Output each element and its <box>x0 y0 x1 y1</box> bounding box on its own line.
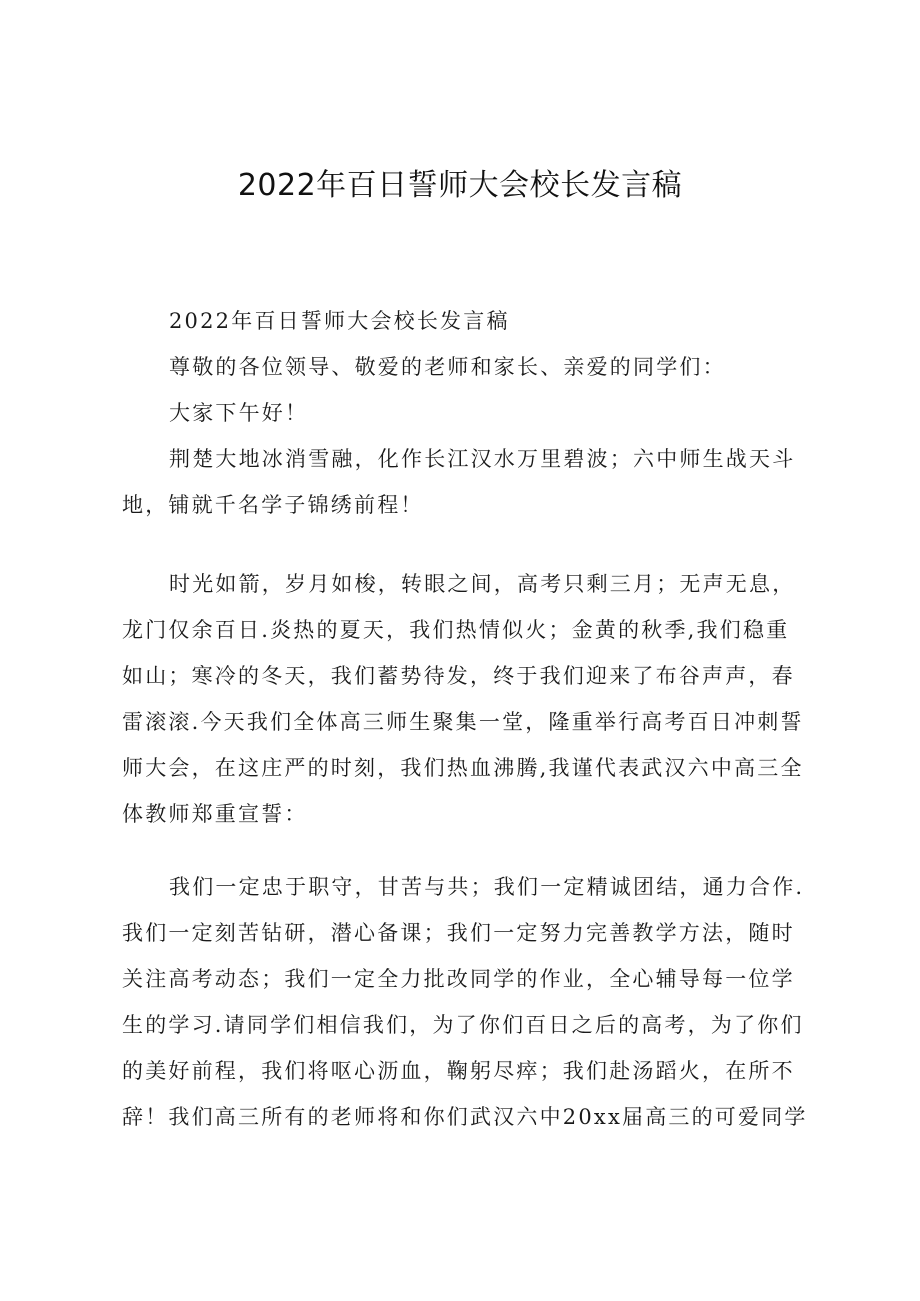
paragraph-line: 生的学习.请同学们相信我们，为了你们百日之后的高考，为了你们 <box>122 1013 804 1037</box>
paragraph-line: 师大会，在这庄严的时刻，我们热血沸腾,我谨代表武汉六中高三全 <box>122 756 804 780</box>
subtitle-line: 2022年百日誓师大会校长发言稿 <box>169 309 510 333</box>
paragraph-line: 地，铺就千名学子锦绣前程！ <box>122 493 424 517</box>
paragraph-line: 辞！我们高三所有的老师将和你们武汉六中20xx届高三的可爱同学 <box>122 1105 808 1129</box>
greeting-line: 尊敬的各位领导、敬爱的老师和家长、亲爱的同学们： <box>169 355 726 379</box>
document-title: 2022年百日誓师大会校长发言稿 <box>237 168 683 203</box>
paragraph-line: 雷滚滚.今天我们全体高三师生聚集一堂，隆重举行高考百日冲刺誓 <box>122 710 804 734</box>
paragraph-line: 龙门仅余百日.炎热的夏天，我们热情似火；金黄的秋季,我们稳重 <box>122 618 790 642</box>
paragraph-line: 关注高考动态；我们一定全力批改同学的作业，全心辅导每一位学 <box>122 967 795 991</box>
paragraph-line: 我们一定忠于职守，甘苦与共；我们一定精诚团结，通力合作. <box>169 875 805 899</box>
salutation-line: 大家下午好！ <box>169 401 309 425</box>
paragraph-line: 时光如箭，岁月如梭，转眼之间，高考只剩三月；无声无息， <box>169 572 796 596</box>
paragraph-line: 我们一定刻苦钻研，潜心备课；我们一定努力完善教学方法，随时 <box>122 921 795 945</box>
paragraph-line: 体教师郑重宣誓： <box>122 802 308 826</box>
paragraph-line: 荆楚大地冰消雪融，化作长江汉水万里碧波；六中师生战天斗 <box>169 447 796 471</box>
paragraph-line: 如山；寒冷的冬天，我们蓄势待发，终于我们迎来了布谷声声，春 <box>122 664 795 688</box>
paragraph-line: 的美好前程，我们将呕心沥血，鞠躬尽瘁；我们赴汤蹈火，在所不 <box>122 1059 795 1083</box>
